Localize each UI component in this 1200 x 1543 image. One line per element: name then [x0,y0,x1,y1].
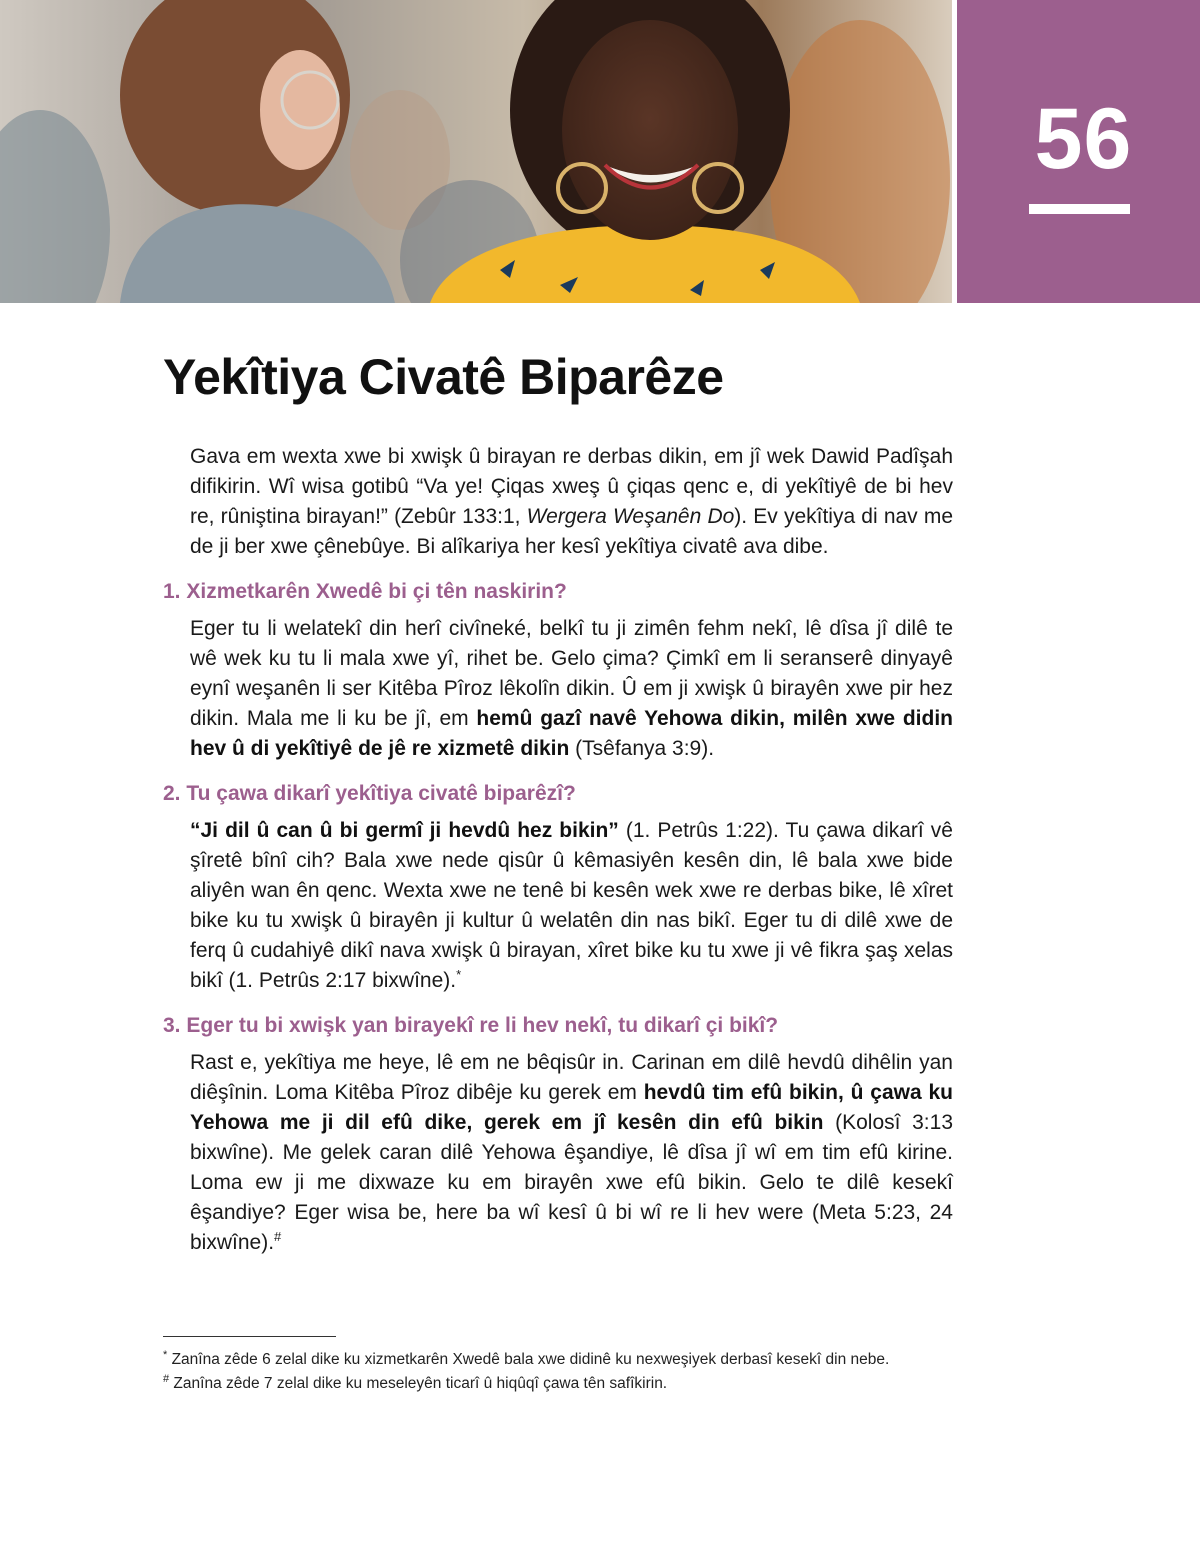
answer-3-text-1: Rast e, yekîtiya me heye, lê em ne bêqisûr in. Carinan em dilê hevdû dihêlin yan diêşînin. Loma Kitêba Pîroz dibêje ku gerek em [190,1051,953,1104]
footnotes [163,1350,953,1398]
intro-italic-source: Wergera Weşanên Do [526,505,735,528]
answer-3-text-2: (Kolosî 3:13 bixwîne). Me gelek caran dilê Yehowa êşandiye, lê dîsa jî wî em tim efû kirine. Loma ew ji me dixwaze ku em birayên xwe efû bikin. Gelo te dilê kesekî êşandiye? Eger wisa be, here ba wî kesî û bi wî re li hev were (Meta 5:23, 24 bixwîne). [190,1111,953,1254]
footnote-divider [163,1336,336,1337]
lesson-number-underline [1029,204,1130,214]
answer-3-paragraph [190,1048,953,1258]
question-2-text: Tu çawa dikarî yekîtiya civatê biparêzî? [186,782,576,805]
question-1 [163,578,953,606]
hero-photo [0,0,952,303]
page-title: Yekîtiya Civatê Biparêze [163,349,724,405]
question-3-text: Eger tu bi xwişk yan birayekî re li hev nekî, tu dikarî çi bikî? [186,1014,779,1037]
footnote-2 [163,1374,953,1394]
answer-2-paragraph [190,816,953,996]
question-2-number: 2. [163,782,181,805]
footnote-1-text: Zanîna zêde 6 zelal dike ku xizmetkarên Xwedê bala xwe didinê ku nexweşiyek derbasî kesekî din nebe. [167,1351,890,1368]
intro-text-1: Gava em wexta xwe bi xwişk û birayan re derbas dikin, em jî wek Dawid Padîşah difikirin. Wî wisa gotibû “Va ye! Çiqas xweş û çiqas qenc e, di yekîtiyê de bi hev re, rûniştina birayan!” (Zebûr 133:1, [190,445,953,528]
question-3 [163,1012,953,1040]
lesson-number-badge [957,0,1200,303]
footnote-mark-asterisk[interactable]: * [456,967,462,982]
footnote-1-mark: * [163,1348,168,1361]
lesson-body [163,442,953,1258]
question-1-number: 1. [163,580,181,603]
lesson-number: 56 [1034,91,1133,187]
footnote-2-mark: # [163,1372,170,1385]
answer-1-bold: hemû gazî navê Yehowa dikin, milên xwe didin hev û di yekîtiyê de jê re xizmetê dikin [190,707,953,760]
footnote-mark-hash[interactable]: # [274,1229,282,1244]
question-1-text: Xizmetkarên Xwedê bi çi tên naskirin? [186,580,567,603]
answer-1-paragraph [190,614,953,764]
answer-2-bold: “Ji dil û can û bi germî ji hevdû hez bikin” [190,819,619,842]
intro-text-2: ). Ev yekîtiya di nav me de ji ber xwe çênebûye. Bi alîkariya her kesî yekîtiya civatê ava dibe. [190,505,954,558]
footnote-2-text: Zanîna zêde 7 zelal dike ku meseleyên ticarî û hiqûqî çawa tên safîkirin. [169,1375,668,1392]
answer-3-bold: hevdû tim efû bikin, û çawa ku Yehowa me ji dil efû dike, gerek em jî kesên din efû bikin [190,1081,953,1134]
answer-1-text-1: Eger tu li welatekî din herî civîneké, belkî tu ji zimên fehm nekî, lê dîsa jî dilê te wê wek ku tu li mala xwe yî, rihet be. Gelo çima? Çimkî em li seranserê dinyayê eynî weşanên li ser Kitêba Pîroz lêkolîn dikin. Û em ji xwişk û birayên xwe pir hez dikin. Mala me li ku be jî, em [190,617,953,730]
answer-2-text: (1. Petrûs 1:22). Tu çawa dikarî vê şîretê bînî cih? Bala xwe nede qisûr û kêmasiyên kesên din, lê bala xwe bide aliyên wan ên qenc. Wexta xwe ne tenê bi kesên wek xwe re derbas bike, lê xîret bike ku tu xwişk û birayên ji kultur û welatên din nas bikî. Eger tu di dilê xwe de ferq û cudahiyê dikî nava xwişk û birayan, xîret bike ku tu xwe ji vê fikra şaş xelas bikî (1. Petrûs 2:17 bixwîne). [190,819,953,992]
question-3-number: 3. [163,1014,181,1037]
question-2 [163,780,953,808]
hero-photo-illustration [0,0,952,303]
intro-paragraph [190,442,953,562]
answer-1-text-2: (Tsêfanya 3:9). [569,737,715,760]
footnote-1 [163,1350,953,1370]
